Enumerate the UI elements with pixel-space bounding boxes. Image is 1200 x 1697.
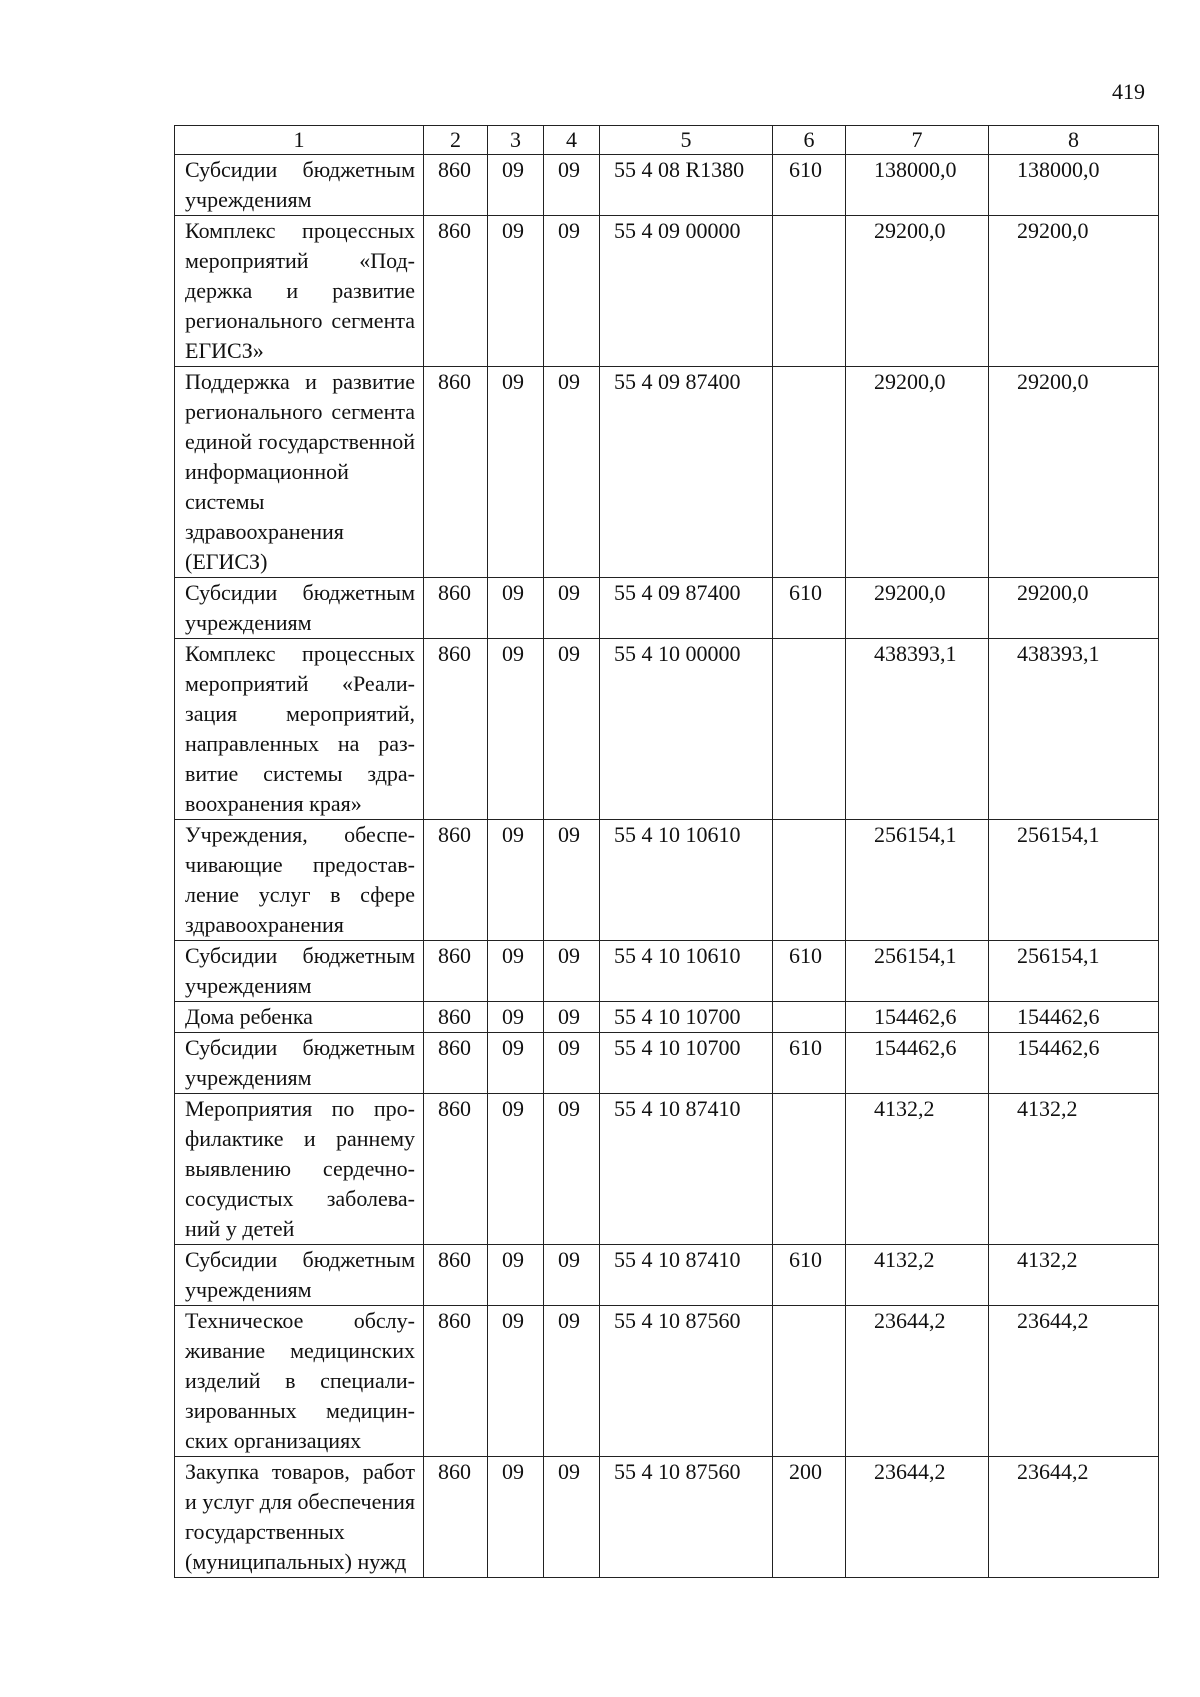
column-header: 1 bbox=[175, 126, 424, 155]
ministry-code-cell: 860 bbox=[424, 1094, 488, 1245]
target-article-cell: 55 4 10 00000 bbox=[600, 639, 773, 820]
row-name-cell: Техническое обслуживание медицинских изделий в специализированных медицинских организациях bbox=[175, 1306, 424, 1457]
section-code-cell: 09 bbox=[488, 820, 544, 941]
column-header: 4 bbox=[544, 126, 600, 155]
subsection-code-cell: 09 bbox=[544, 941, 600, 1002]
table-row bbox=[175, 1306, 1159, 1457]
subsection-code-cell: 09 bbox=[544, 1457, 600, 1578]
amount-cell-col7: 438393,1 bbox=[846, 639, 989, 820]
expense-type-cell bbox=[773, 1094, 846, 1245]
target-article-cell: 55 4 09 87400 bbox=[600, 367, 773, 578]
budget-table bbox=[174, 125, 1159, 1578]
amount-cell-col7: 23644,2 bbox=[846, 1306, 989, 1457]
subsection-code-cell: 09 bbox=[544, 1002, 600, 1033]
amount-cell-col8: 256154,1 bbox=[989, 820, 1159, 941]
table-row bbox=[175, 1094, 1159, 1245]
amount-cell-col7: 256154,1 bbox=[846, 941, 989, 1002]
row-name-cell: Субсидии бюджетным учреждениям bbox=[175, 1033, 424, 1094]
table-row bbox=[175, 941, 1159, 1002]
amount-cell-col8: 23644,2 bbox=[989, 1457, 1159, 1578]
page-number: 419 bbox=[1112, 79, 1145, 104]
expense-type-cell bbox=[773, 1306, 846, 1457]
amount-cell-col8: 29200,0 bbox=[989, 578, 1159, 639]
target-article-cell: 55 4 10 87560 bbox=[600, 1457, 773, 1578]
amount-cell-col7: 154462,6 bbox=[846, 1033, 989, 1094]
amount-cell-col8: 29200,0 bbox=[989, 367, 1159, 578]
target-article-cell: 55 4 10 10700 bbox=[600, 1033, 773, 1094]
ministry-code-cell: 860 bbox=[424, 1033, 488, 1094]
amount-cell-col8: 138000,0 bbox=[989, 155, 1159, 216]
target-article-cell: 55 4 09 87400 bbox=[600, 578, 773, 639]
amount-cell-col7: 29200,0 bbox=[846, 367, 989, 578]
row-name-cell: Поддержка и развитие регионального сегмента единой государственной информационной системы здравоохранения (ЕГИСЗ) bbox=[175, 367, 424, 578]
section-code-cell: 09 bbox=[488, 639, 544, 820]
target-article-cell: 55 4 09 00000 bbox=[600, 216, 773, 367]
section-code-cell: 09 bbox=[488, 1002, 544, 1033]
expense-type-cell bbox=[773, 639, 846, 820]
section-code-cell: 09 bbox=[488, 1306, 544, 1457]
table-row bbox=[175, 1002, 1159, 1033]
section-code-cell: 09 bbox=[488, 216, 544, 367]
row-name-cell: Дома ребенка bbox=[175, 1002, 424, 1033]
subsection-code-cell: 09 bbox=[544, 1033, 600, 1094]
ministry-code-cell: 860 bbox=[424, 820, 488, 941]
expense-type-cell bbox=[773, 367, 846, 578]
amount-cell-col8: 256154,1 bbox=[989, 941, 1159, 1002]
table-row bbox=[175, 1033, 1159, 1094]
column-header: 8 bbox=[989, 126, 1159, 155]
subsection-code-cell: 09 bbox=[544, 1245, 600, 1306]
subsection-code-cell: 09 bbox=[544, 155, 600, 216]
target-article-cell: 55 4 08 R1380 bbox=[600, 155, 773, 216]
amount-cell-col7: 29200,0 bbox=[846, 578, 989, 639]
ministry-code-cell: 860 bbox=[424, 1457, 488, 1578]
column-header: 2 bbox=[424, 126, 488, 155]
amount-cell-col7: 29200,0 bbox=[846, 216, 989, 367]
amount-cell-col8: 154462,6 bbox=[989, 1002, 1159, 1033]
ministry-code-cell: 860 bbox=[424, 1245, 488, 1306]
table-row bbox=[175, 820, 1159, 941]
subsection-code-cell: 09 bbox=[544, 1094, 600, 1245]
row-name-cell: Субсидии бюджетным учреждениям bbox=[175, 578, 424, 639]
subsection-code-cell: 09 bbox=[544, 639, 600, 820]
target-article-cell: 55 4 10 87560 bbox=[600, 1306, 773, 1457]
expense-type-cell: 610 bbox=[773, 941, 846, 1002]
ministry-code-cell: 860 bbox=[424, 941, 488, 1002]
amount-cell-col8: 438393,1 bbox=[989, 639, 1159, 820]
amount-cell-col7: 23644,2 bbox=[846, 1457, 989, 1578]
subsection-code-cell: 09 bbox=[544, 578, 600, 639]
subsection-code-cell: 09 bbox=[544, 367, 600, 578]
ministry-code-cell: 860 bbox=[424, 155, 488, 216]
subsection-code-cell: 09 bbox=[544, 216, 600, 367]
ministry-code-cell: 860 bbox=[424, 639, 488, 820]
row-name-cell: Мероприятия по профилактике и раннему выявлению сердечно-сосудистых заболеваний у детей bbox=[175, 1094, 424, 1245]
expense-type-cell bbox=[773, 820, 846, 941]
table-row bbox=[175, 1245, 1159, 1306]
table-row bbox=[175, 367, 1159, 578]
subsection-code-cell: 09 bbox=[544, 820, 600, 941]
amount-cell-col7: 154462,6 bbox=[846, 1002, 989, 1033]
column-header: 6 bbox=[773, 126, 846, 155]
expense-type-cell: 200 bbox=[773, 1457, 846, 1578]
subsection-code-cell: 09 bbox=[544, 1306, 600, 1457]
row-name-cell: Закупка товаров, работ и услуг для обеспечения государственных (муниципальных) нужд bbox=[175, 1457, 424, 1578]
table-row bbox=[175, 155, 1159, 216]
amount-cell-col7: 256154,1 bbox=[846, 820, 989, 941]
section-code-cell: 09 bbox=[488, 367, 544, 578]
target-article-cell: 55 4 10 10610 bbox=[600, 941, 773, 1002]
amount-cell-col8: 4132,2 bbox=[989, 1245, 1159, 1306]
section-code-cell: 09 bbox=[488, 1245, 544, 1306]
row-name-cell: Субсидии бюджетным учреждениям bbox=[175, 155, 424, 216]
ministry-code-cell: 860 bbox=[424, 216, 488, 367]
ministry-code-cell: 860 bbox=[424, 1306, 488, 1457]
target-article-cell: 55 4 10 10700 bbox=[600, 1002, 773, 1033]
target-article-cell: 55 4 10 87410 bbox=[600, 1094, 773, 1245]
row-name-cell: Субсидии бюджетным учреждениям bbox=[175, 1245, 424, 1306]
row-name-cell: Комплекс процессных мероприятий «Поддержка и развитие регионального сегмента ЕГИСЗ» bbox=[175, 216, 424, 367]
ministry-code-cell: 860 bbox=[424, 578, 488, 639]
table-row bbox=[175, 578, 1159, 639]
ministry-code-cell: 860 bbox=[424, 367, 488, 578]
section-code-cell: 09 bbox=[488, 941, 544, 1002]
row-name-cell: Субсидии бюджетным учреждениям bbox=[175, 941, 424, 1002]
section-code-cell: 09 bbox=[488, 155, 544, 216]
column-header: 7 bbox=[846, 126, 989, 155]
target-article-cell: 55 4 10 10610 bbox=[600, 820, 773, 941]
expense-type-cell: 610 bbox=[773, 1033, 846, 1094]
amount-cell-col7: 138000,0 bbox=[846, 155, 989, 216]
table-row bbox=[175, 639, 1159, 820]
target-article-cell: 55 4 10 87410 bbox=[600, 1245, 773, 1306]
row-name-cell: Учреждения, обеспечивающие предоставление услуг в сфере здравоохранения bbox=[175, 820, 424, 941]
amount-cell-col7: 4132,2 bbox=[846, 1094, 989, 1245]
expense-type-cell bbox=[773, 1002, 846, 1033]
expense-type-cell: 610 bbox=[773, 578, 846, 639]
row-name-cell: Комплекс процессных мероприятий «Реализация мероприятий, направленных на развитие системы здравоохранения края» bbox=[175, 639, 424, 820]
table-row bbox=[175, 1457, 1159, 1578]
table-row bbox=[175, 216, 1159, 367]
expense-type-cell bbox=[773, 216, 846, 367]
header-row bbox=[175, 126, 1159, 155]
section-code-cell: 09 bbox=[488, 578, 544, 639]
amount-cell-col8: 23644,2 bbox=[989, 1306, 1159, 1457]
expense-type-cell: 610 bbox=[773, 1245, 846, 1306]
ministry-code-cell: 860 bbox=[424, 1002, 488, 1033]
amount-cell-col7: 4132,2 bbox=[846, 1245, 989, 1306]
section-code-cell: 09 bbox=[488, 1033, 544, 1094]
expense-type-cell: 610 bbox=[773, 155, 846, 216]
column-header: 5 bbox=[600, 126, 773, 155]
section-code-cell: 09 bbox=[488, 1457, 544, 1578]
amount-cell-col8: 4132,2 bbox=[989, 1094, 1159, 1245]
column-header: 3 bbox=[488, 126, 544, 155]
amount-cell-col8: 154462,6 bbox=[989, 1033, 1159, 1094]
section-code-cell: 09 bbox=[488, 1094, 544, 1245]
amount-cell-col8: 29200,0 bbox=[989, 216, 1159, 367]
